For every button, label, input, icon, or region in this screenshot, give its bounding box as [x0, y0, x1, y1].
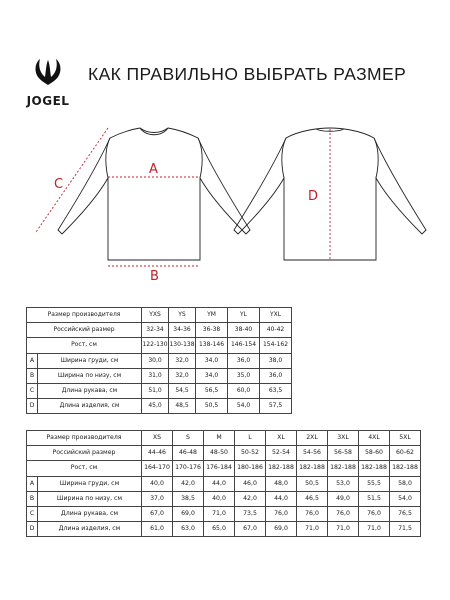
value-cell: 56,5: [196, 383, 228, 398]
value-cell: 54,0: [228, 399, 260, 414]
size-cell: YL: [228, 308, 260, 323]
sleeve-length-line: [36, 128, 108, 232]
value-cell: 69,0: [173, 506, 204, 521]
value-cell: 71,0: [204, 506, 235, 521]
value-cell: 60,0: [228, 383, 260, 398]
letter-cell: C: [27, 506, 38, 521]
dimension-lines: [36, 128, 200, 266]
value-cell: 42,0: [235, 491, 266, 506]
value-cell: 45,0: [142, 399, 169, 414]
size-cell: XS: [142, 431, 173, 446]
label-cell: Рост, см: [27, 338, 142, 353]
size-cell: XL: [266, 431, 297, 446]
value-cell: 36-38: [196, 323, 228, 338]
letter-cell: D: [27, 522, 38, 537]
label-cell: Ширина по низу, см: [38, 368, 142, 383]
value-cell: 36,0: [228, 353, 260, 368]
value-cell: 71,0: [328, 522, 359, 537]
letter-cell: A: [27, 353, 38, 368]
value-cell: 176-184: [204, 461, 235, 476]
value-cell: 34-36: [169, 323, 196, 338]
table-row: [27, 338, 292, 353]
value-cell: 49,0: [328, 491, 359, 506]
table-row: [27, 399, 292, 414]
value-cell: 57,5: [260, 399, 292, 414]
size-cell: YM: [196, 308, 228, 323]
dimension-label-a: A: [149, 162, 158, 177]
value-cell: 76,5: [390, 506, 421, 521]
garment-diagram: [0, 120, 450, 290]
value-cell: 36,0: [260, 368, 292, 383]
value-cell: 54,0: [390, 491, 421, 506]
value-cell: 56-58: [328, 446, 359, 461]
value-cell: 40-42: [260, 323, 292, 338]
value-cell: 40,0: [142, 476, 173, 491]
header-cell: Размер производителя: [27, 431, 142, 446]
size-cell: 5XL: [390, 431, 421, 446]
value-cell: 53,0: [328, 476, 359, 491]
value-cell: 50-52: [235, 446, 266, 461]
value-cell: 32,0: [169, 368, 196, 383]
value-cell: 50,5: [297, 476, 328, 491]
value-cell: 30,0: [142, 353, 169, 368]
letter-cell: A: [27, 476, 38, 491]
letter-cell: B: [27, 491, 38, 506]
value-cell: 35,0: [228, 368, 260, 383]
value-cell: 67,0: [142, 506, 173, 521]
label-cell: Ширина по низу, см: [38, 491, 142, 506]
label-cell: Длина изделия, см: [38, 522, 142, 537]
header-cell: Размер производителя: [27, 308, 142, 323]
value-cell: 76,0: [328, 506, 359, 521]
value-cell: 182-188: [359, 461, 390, 476]
value-cell: 37,0: [142, 491, 173, 506]
label-cell: Длина рукава, см: [38, 383, 142, 398]
value-cell: 58-60: [359, 446, 390, 461]
table-row: [27, 446, 421, 461]
value-cell: 51,0: [142, 383, 169, 398]
table-row: [27, 506, 421, 521]
label-cell: Ширина груди, см: [38, 476, 142, 491]
value-cell: 34,0: [196, 368, 228, 383]
value-cell: 138-146: [196, 338, 228, 353]
value-cell: 60-62: [390, 446, 421, 461]
table-row: [27, 308, 292, 323]
size-cell: L: [235, 431, 266, 446]
table-row: [27, 353, 292, 368]
table-row: [27, 491, 421, 506]
size-cell: YXL: [260, 308, 292, 323]
size-table-adults: [26, 430, 421, 537]
value-cell: 71,0: [297, 522, 328, 537]
value-cell: 52-54: [266, 446, 297, 461]
value-cell: 54,5: [169, 383, 196, 398]
value-cell: 40,0: [204, 491, 235, 506]
value-cell: 44,0: [204, 476, 235, 491]
value-cell: 48,0: [266, 476, 297, 491]
table-row: [27, 522, 421, 537]
dimension-label-c: C: [54, 177, 64, 192]
value-cell: 48-50: [204, 446, 235, 461]
value-cell: 154-162: [260, 338, 292, 353]
value-cell: 69,0: [266, 522, 297, 537]
label-cell: Российский размер: [27, 323, 142, 338]
value-cell: 76,0: [297, 506, 328, 521]
value-cell: 46,5: [297, 491, 328, 506]
value-cell: 63,0: [173, 522, 204, 537]
size-cell: 4XL: [359, 431, 390, 446]
value-cell: 182-188: [297, 461, 328, 476]
value-cell: 76,0: [359, 506, 390, 521]
value-cell: 130-138: [169, 338, 196, 353]
letter-cell: D: [27, 399, 38, 414]
value-cell: 38,0: [260, 353, 292, 368]
value-cell: 44-46: [142, 446, 173, 461]
value-cell: 32,0: [169, 353, 196, 368]
size-cell: M: [204, 431, 235, 446]
brand-name: JOGEL: [26, 94, 70, 108]
value-cell: 67,0: [235, 522, 266, 537]
size-cell: S: [173, 431, 204, 446]
value-cell: 55,5: [359, 476, 390, 491]
value-cell: 46-48: [173, 446, 204, 461]
size-cell: 3XL: [328, 431, 359, 446]
value-cell: 65,0: [204, 522, 235, 537]
value-cell: 73,5: [235, 506, 266, 521]
table-row: [27, 368, 292, 383]
table-row: [27, 431, 421, 446]
shirt-front-illustration: [58, 128, 250, 260]
size-cell: YS: [169, 308, 196, 323]
value-cell: 32-34: [142, 323, 169, 338]
size-cell: YXS: [142, 308, 169, 323]
value-cell: 31,0: [142, 368, 169, 383]
value-cell: 170-176: [173, 461, 204, 476]
table-row: [27, 476, 421, 491]
value-cell: 182-188: [328, 461, 359, 476]
size-table-kids: [26, 307, 292, 414]
label-cell: Рост, см: [27, 461, 142, 476]
value-cell: 146-154: [228, 338, 260, 353]
value-cell: 63,5: [260, 383, 292, 398]
label-cell: Длина изделия, см: [38, 399, 142, 414]
value-cell: 38,5: [173, 491, 204, 506]
label-cell: Длина рукава, см: [38, 506, 142, 521]
dimension-label-d: D: [308, 189, 319, 204]
value-cell: 38-40: [228, 323, 260, 338]
value-cell: 71,0: [359, 522, 390, 537]
label-cell: Ширина груди, см: [38, 353, 142, 368]
letter-cell: B: [27, 368, 38, 383]
value-cell: 182-188: [266, 461, 297, 476]
value-cell: 182-188: [390, 461, 421, 476]
table-row: [27, 383, 292, 398]
value-cell: 122-130: [142, 338, 169, 353]
value-cell: 46,0: [235, 476, 266, 491]
value-cell: 61,0: [142, 522, 173, 537]
value-cell: 58,0: [390, 476, 421, 491]
value-cell: 50,5: [196, 399, 228, 414]
header: [0, 0, 450, 110]
dimension-label-b: B: [150, 269, 159, 284]
letter-cell: C: [27, 383, 38, 398]
value-cell: 44,0: [266, 491, 297, 506]
value-cell: 71,5: [390, 522, 421, 537]
value-cell: 51,5: [359, 491, 390, 506]
value-cell: 76,0: [266, 506, 297, 521]
table-row: [27, 461, 421, 476]
value-cell: 54-56: [297, 446, 328, 461]
value-cell: 180-186: [235, 461, 266, 476]
value-cell: 42,0: [173, 476, 204, 491]
page-title: КАК ПРАВИЛЬНО ВЫБРАТЬ РАЗМЕР: [88, 64, 407, 84]
label-cell: Российский размер: [27, 446, 142, 461]
jogel-logo-icon: [32, 58, 64, 86]
table-row: [27, 323, 292, 338]
value-cell: 34,0: [196, 353, 228, 368]
value-cell: 48,5: [169, 399, 196, 414]
size-cell: 2XL: [297, 431, 328, 446]
value-cell: 164-170: [142, 461, 173, 476]
